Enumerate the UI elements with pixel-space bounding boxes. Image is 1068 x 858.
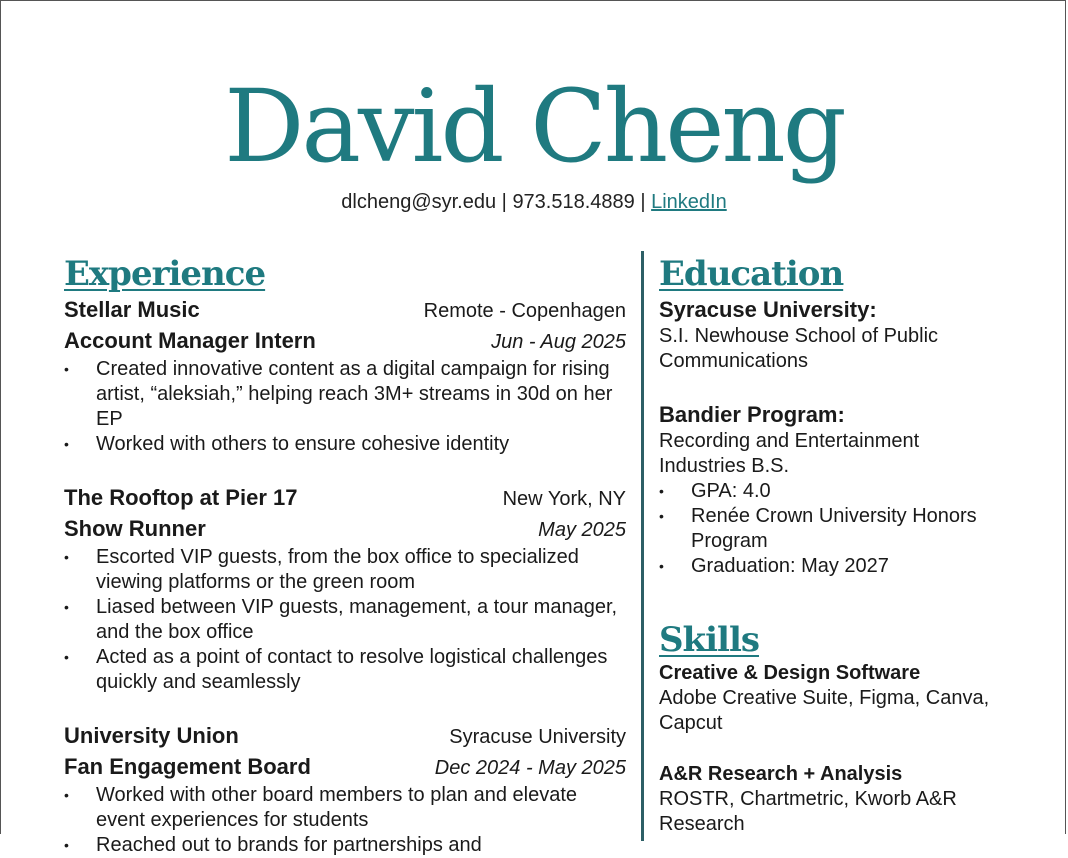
contact-line: [1, 189, 1067, 215]
bullet-item: • Created innovative content as a digital campaign for rising artist, “aleksiah,” helping reach 3M+ streams in 30d on her EP: [64, 357, 626, 432]
email-text: dlcheng@syr.edu: [341, 191, 497, 213]
separator: |: [640, 191, 646, 213]
job-entry: [64, 483, 626, 695]
sidebar-column: [659, 253, 999, 837]
skill-group-detail: Adobe Creative Suite, Figma, Canva, Capcut: [659, 687, 990, 734]
program-detail: Recording and Entertainment Industries B.S.: [659, 430, 920, 477]
skill-group-heading: Creative & Design Software: [659, 662, 921, 684]
linkedin-link[interactable]: LinkedIn: [651, 191, 727, 213]
separator: |: [501, 191, 507, 213]
job-entry: [64, 721, 626, 858]
job-dates: May 2025: [538, 519, 626, 541]
job-org: Stellar Music: [64, 297, 200, 322]
education-heading: Education: [659, 254, 844, 294]
phone-text: 973.518.4889: [512, 191, 635, 213]
job-org: University Union: [64, 723, 239, 748]
experience-heading: Experience: [64, 254, 266, 294]
bullet-item: • Worked with other board members to plan and elevate event experiences for students: [64, 783, 626, 833]
bullet-item: • Graduation: May 2027: [659, 554, 999, 579]
job-location: Remote - Copenhagen: [423, 300, 626, 322]
bullet-item: • Escorted VIP guests, from the box office to specialized viewing platforms or the green room: [64, 545, 626, 595]
school-detail: S.I. Newhouse School of Public Communications: [659, 325, 939, 372]
skills-heading: Skills: [659, 620, 760, 660]
job-org: The Rooftop at Pier 17: [64, 485, 298, 510]
job-role: Fan Engagement Board: [64, 754, 311, 779]
job-entry: [64, 295, 626, 457]
job-bullets: [64, 357, 626, 457]
bullet-item: • GPA: 4.0: [659, 479, 999, 504]
bullet-item: • Liased between VIP guests, management, a tour manager, and the box office: [64, 595, 626, 645]
bullet-item: • Renée Crown University Honors Program: [659, 504, 999, 554]
skill-group-detail: ROSTR, Chartmetric, Kworb A&R Research: [659, 788, 957, 835]
bullet-item: • Acted as a point of contact to resolve logistical challenges quickly and seamlessly: [64, 645, 626, 695]
job-role: Account Manager Intern: [64, 328, 316, 353]
school-name: Syracuse University:: [659, 297, 877, 322]
bullet-item: • Worked with others to ensure cohesive identity: [64, 432, 626, 457]
job-dates: Dec 2024 - May 2025: [434, 757, 626, 779]
job-bullets: [64, 783, 626, 858]
job-bullets: [64, 545, 626, 695]
skill-group-heading: A&R Research + Analysis: [659, 763, 903, 785]
candidate-name: David Cheng: [224, 68, 844, 185]
job-role: Show Runner: [64, 516, 206, 541]
job-dates: Jun - Aug 2025: [491, 331, 626, 353]
experience-section: [64, 253, 626, 858]
education-bullets: [659, 479, 999, 579]
job-location: New York, NY: [502, 488, 626, 510]
job-location: Syracuse University: [449, 726, 626, 748]
bullet-item: • Reached out to brands for partnerships and: [64, 833, 626, 858]
program-name: Bandier Program:: [659, 402, 845, 427]
column-divider: [641, 251, 644, 841]
